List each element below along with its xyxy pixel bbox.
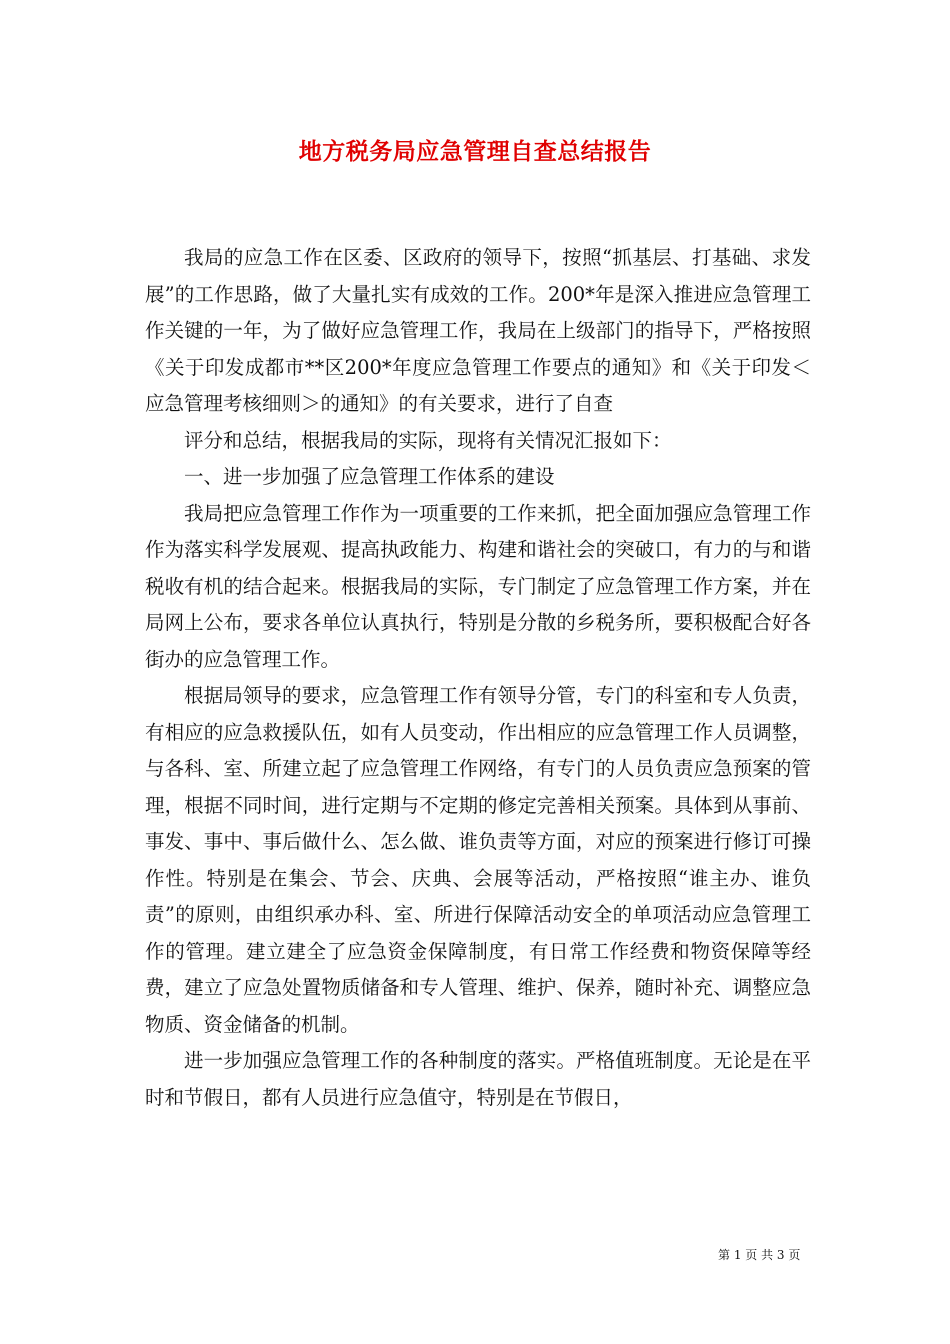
paragraph: 我局把应急管理工作作为一项重要的工作来抓，把全面加强应急管理工作作为落实科学发展观、提高执政能力、构建和谐社会的突破口，有力的与和谐税收有机的结合起来。根据我局的实际，专门制定了应急管理工作方案，并在局网上公布，要求各单位认真执行，特别是分散的乡税务所，要积极配合好各街办的应急管理工作。 [145, 501, 811, 671]
paragraph: 我局的应急工作在区委、区政府的领导下，按照“抓基层、打基础、求发展”的工作思路，做了大量扎实有成效的工作。200*年是深入推进应急管理工作关键的一年，为了做好应急管理工作，我局在上级部门的指导下，严格按照《关于印发成都市**区200*年度应急管理工作要点的通知》和《关于印发＜应急管理考核细则＞的通知》的有关要求，进行了自查 [145, 246, 811, 415]
page-number-footer: 第 1 页 共 3 页 [718, 1248, 801, 1262]
section-heading: 一、进一步加强了应急管理工作体系的建设 [184, 465, 555, 488]
paragraph: 进一步加强应急管理工作的各种制度的落实。严格值班制度。无论是在平时和节假日，都有人员进行应急值守，特别是在节假日， [145, 1049, 811, 1109]
paragraph: 评分和总结，根据我局的实际，现将有关情况汇报如下： [184, 428, 672, 452]
paragraph: 根据局领导的要求，应急管理工作有领导分管，专门的科室和专人负责，有相应的应急救援队伍，如有人员变动，作出相应的应急管理工作人员调整，与各科、室、所建立起了应急管理工作网络，有专门的人员负责应急预案的管理，根据不同时间，进行定期与不定期的修定完善相关预案。具体到从事前、事发、事中、事后做什么、怎么做、谁负责等方面，对应的预案进行修订可操作性。特别是在集会、节会、庆典、会展等活动，严格按照“谁主办、谁负责”的原则，由组织承办科、室、所进行保障活动安全的单项活动应急管理工作的管理。建立建全了应急资金保障制度，有日常工作经费和物资保障等经费，建立了应急处置物质储备和专人管理、维护、保养，随时补充、调整应急物质、资金储备的机制。 [145, 684, 811, 1036]
document-title: 地方税务局应急管理自查总结报告 [298, 138, 652, 165]
document-body [145, 240, 811, 1116]
